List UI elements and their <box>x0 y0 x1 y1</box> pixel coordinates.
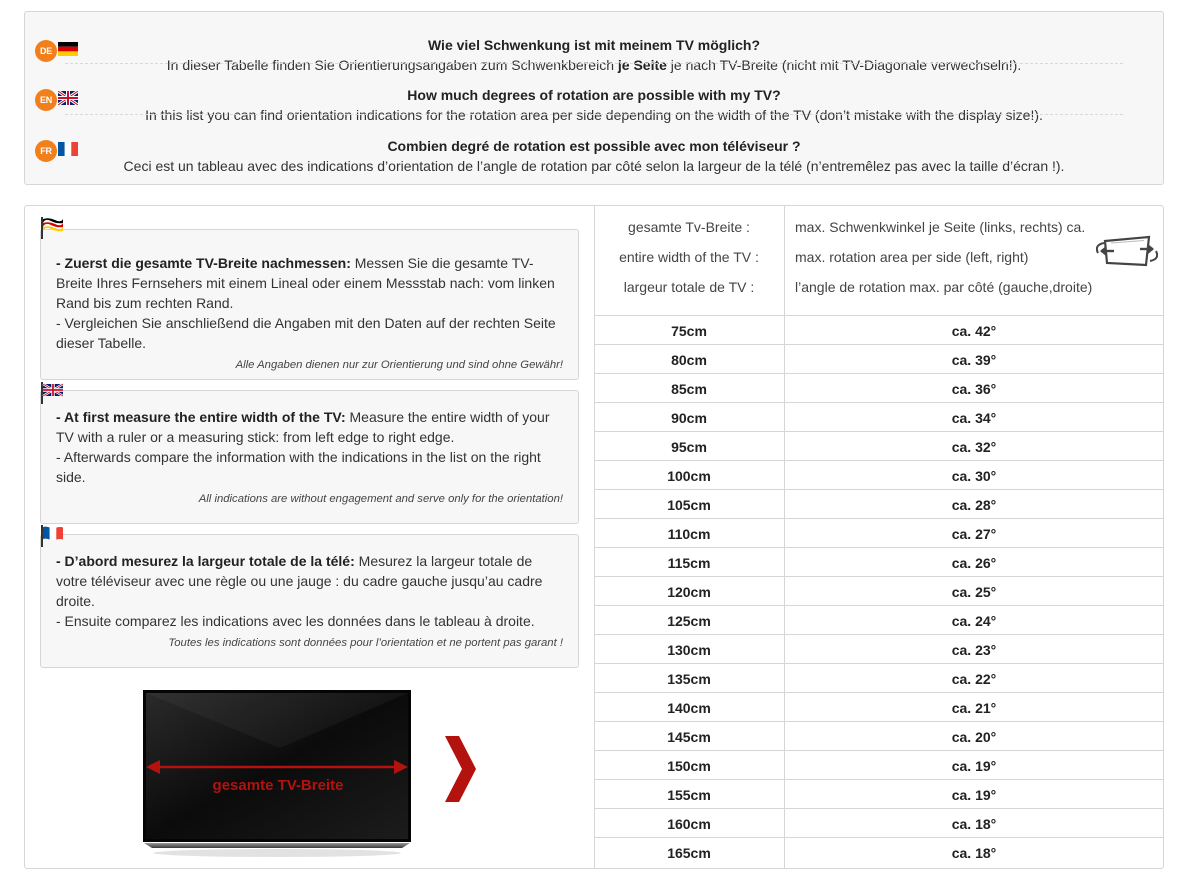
header-width-en: entire width of the TV : <box>619 249 759 265</box>
chevron-right-icon <box>440 734 480 804</box>
rotation-angle-cell: ca. 36° <box>951 381 997 397</box>
intro-box <box>24 11 1164 185</box>
tv-width-cell: 145cm <box>667 729 711 745</box>
tv-width-cell: 130cm <box>667 642 711 658</box>
header-width-fr: largeur totale de TV : <box>623 279 755 295</box>
tv-width-cell: 95cm <box>671 439 707 455</box>
table-row <box>594 403 1164 432</box>
rotation-angle-cell: ca. 27° <box>951 526 997 542</box>
table-row <box>594 345 1164 374</box>
table-row <box>594 432 1164 461</box>
rotation-angle-cell: ca. 34° <box>951 410 997 426</box>
tv-width-cell: 105cm <box>667 497 711 513</box>
tv-width-cell: 165cm <box>667 845 711 861</box>
rotation-angle-cell: ca. 18° <box>951 845 997 861</box>
intro-answer-fr: Ceci est un tableau avec des indications d’orientation de l’angle de rotation par côté selon la largeur de la télé (n’entremêlez pas avec la taille d’écran !). <box>123 158 1065 174</box>
tv-width-cell: 155cm <box>667 787 711 803</box>
table-row <box>594 635 1164 664</box>
rotation-table <box>594 206 1164 867</box>
info-card-note: Toutes les indications sont données pour l’orientation et ne portent pas garant ! <box>168 637 563 649</box>
rotation-angle-cell: ca. 19° <box>951 787 997 803</box>
intro-question-en: How much degrees of rotation are possible with my TV? <box>407 87 781 103</box>
intro-answer-de: In dieser Tabelle finden Sie Orientierungsangaben zum Schwenkbereich je Seite je nach TV-Breite (nicht mit TV-Diagonale verwechseln!). <box>166 57 1022 73</box>
table-row <box>594 838 1164 867</box>
rotation-angle-cell: ca. 23° <box>951 642 997 658</box>
table-row <box>594 461 1164 490</box>
table-row <box>594 316 1164 345</box>
table-row <box>594 490 1164 519</box>
info-card-fr <box>40 534 579 668</box>
info-card-note: Alle Angaben dienen nur zur Orientierung und sind ohne Gewähr! <box>235 359 563 371</box>
table-row <box>594 577 1164 606</box>
intro-row-fr <box>25 125 1163 175</box>
tv-width-cell: 125cm <box>667 613 711 629</box>
flag-en-icon <box>41 382 65 407</box>
tv-width-cell: 80cm <box>671 352 707 368</box>
rotation-angle-cell: ca. 32° <box>951 439 997 455</box>
table-body <box>594 316 1164 867</box>
info-card-en <box>40 390 579 524</box>
header-angle-de: max. Schwenkwinkel je Seite (links, rechts) ca. <box>795 219 1086 235</box>
rotation-angle-cell: ca. 28° <box>951 497 997 513</box>
intro-question-de: Wie viel Schwenkung ist mit meinem TV möglich? <box>427 37 761 53</box>
tv-width-cell: 160cm <box>667 816 711 832</box>
intro-row-de <box>25 24 1163 74</box>
info-card-body: - At first measure the entire width of the TV: Measure the entire width of your TV with a ruler or a measuring stick: from left edge to right edge. - Afterwards compare the information with the indications in the list on the right side. <box>56 409 550 485</box>
intro-question-fr: Combien degré de rotation est possible avec mon téléviseur ? <box>387 138 801 154</box>
rotation-angle-cell: ca. 21° <box>951 700 997 716</box>
tv-width-cell: 150cm <box>667 758 711 774</box>
rotation-angle-cell: ca. 39° <box>951 352 997 368</box>
table-row <box>594 606 1164 635</box>
tv-width-cell: 75cm <box>671 323 707 339</box>
rotation-angle-cell: ca. 20° <box>951 729 997 745</box>
lang-badge-de: DE <box>35 40 57 62</box>
info-card-body: - Zuerst die gesamte TV-Breite nachmessen: Messen Sie die gesamte TV-Breite Ihres Fernsehers mit einem Lineal oder einem Messstab nach: vom linken Rand bis zum rechten Rand. - Vergleichen Sie anschließend die Angaben mit den Daten auf der rechten Seite dieser Tabelle. <box>56 255 556 351</box>
rotation-angle-cell: ca. 19° <box>951 758 997 774</box>
rotation-angle-cell: ca. 25° <box>951 584 997 600</box>
rotation-angle-cell: ca. 30° <box>951 468 997 484</box>
rotation-icon <box>1096 231 1158 273</box>
table-row <box>594 751 1164 780</box>
intro-row-en <box>25 75 1163 125</box>
flag-fr-icon <box>41 525 65 550</box>
divider <box>65 63 1123 64</box>
rotation-angle-cell: ca. 22° <box>951 671 997 687</box>
table-row <box>594 809 1164 838</box>
info-card-body: - D’abord mesurez la largeur totale de la télé: Mesurez la largeur totale de votre téléviseur avec une règle ou une jauge : du cadre gauche jusqu’au cadre droite. - Ensuite comparez les indications avec les données dans le tableau à droite. <box>56 553 543 629</box>
lang-badge-en: EN <box>35 89 57 111</box>
tv-illustration <box>140 688 416 858</box>
info-card-de <box>40 229 579 380</box>
table-row <box>594 780 1164 809</box>
table-row <box>594 722 1164 751</box>
tv-width-cell: 110cm <box>667 526 711 542</box>
tv-width-label: gesamte TV-Breite <box>212 777 344 794</box>
table-row <box>594 548 1164 577</box>
flag-de-icon <box>41 217 65 242</box>
tv-width-cell: 85cm <box>671 381 707 397</box>
tv-width-cell: 120cm <box>667 584 711 600</box>
rotation-angle-cell: ca. 24° <box>951 613 997 629</box>
table-row <box>594 374 1164 403</box>
divider <box>65 114 1123 115</box>
header-angle-fr: l’angle de rotation max. par côté (gauche,droite) <box>795 279 1093 295</box>
tv-width-cell: 140cm <box>667 700 711 716</box>
header-width-de: gesamte Tv-Breite : <box>628 219 750 235</box>
tv-width-cell: 115cm <box>667 555 711 571</box>
info-card-note: All indications are without engagement and serve only for the orientation! <box>198 493 563 505</box>
table-header <box>594 206 1164 316</box>
tv-width-cell: 100cm <box>667 468 711 484</box>
tv-width-cell: 90cm <box>671 410 707 426</box>
rotation-angle-cell: ca. 42° <box>951 323 997 339</box>
tv-width-cell: 135cm <box>667 671 711 687</box>
header-angle-en: max. rotation area per side (left, right) <box>795 249 1029 265</box>
table-row <box>594 693 1164 722</box>
intro-answer-en: In this list you can find orientation indications for the rotation area per side depending on the width of the TV (don’t mistake with the display size!). <box>145 107 1043 123</box>
table-row <box>594 664 1164 693</box>
rotation-angle-cell: ca. 26° <box>951 555 997 571</box>
table-row <box>594 519 1164 548</box>
lang-badge-fr: FR <box>35 140 57 162</box>
rotation-angle-cell: ca. 18° <box>951 816 997 832</box>
